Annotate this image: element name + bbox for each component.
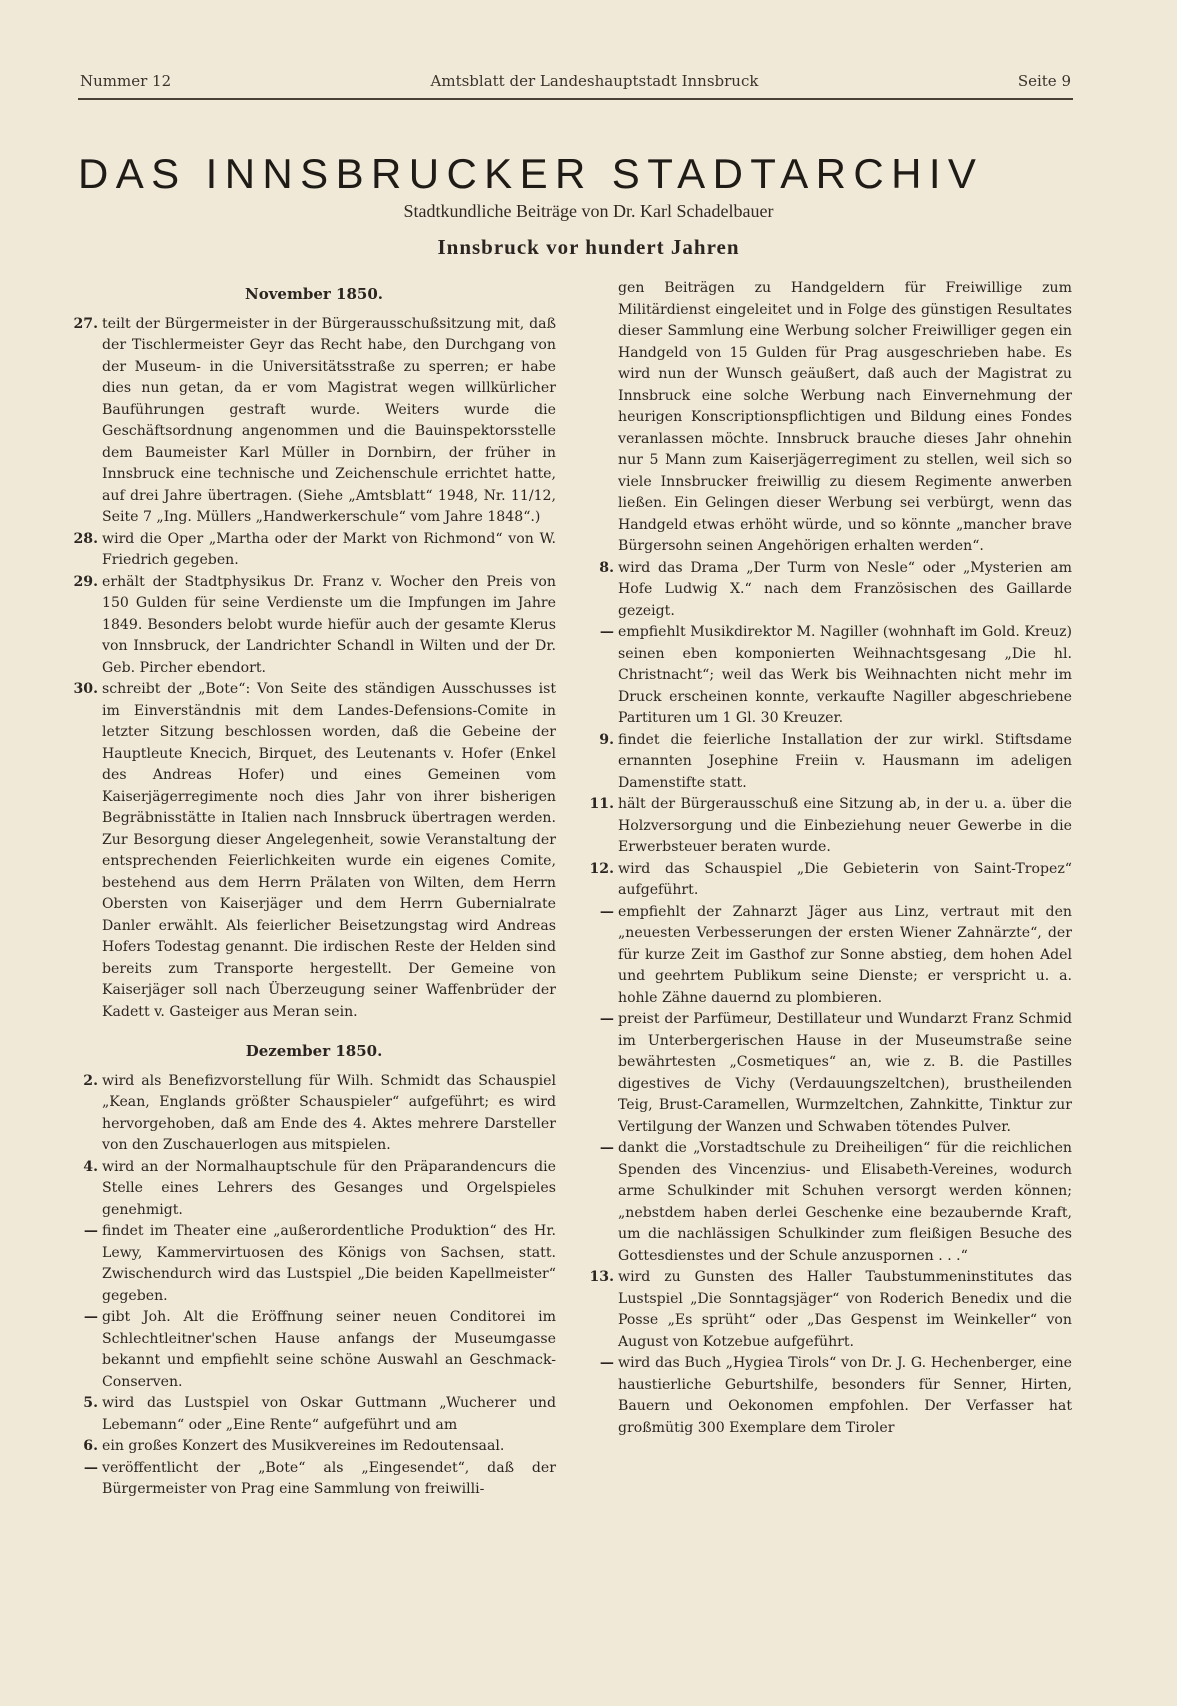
- chronicle-entry: [588, 1267, 1072, 1353]
- entry-text: gibt Joh. Alt die Eröffnung seiner neuen Conditorei im Schlechtleitner'schen Hause anfangs der Museumgasse bekannt und empfiehlt seine schöne Auswahl an Geschmack-Conserven.: [102, 1309, 556, 1390]
- chronicle-entry-continuation: [588, 278, 1072, 558]
- chronicle-entry: [588, 558, 1072, 623]
- entry-day: 6.: [83, 1438, 98, 1454]
- entry-text: dankt die „Vorstadtschule zu Dreiheiligen“ für die reichlichen Spenden des Vincenzius- und Elisabeth-Vereines, wodurch arme Schulkinder mit Schuhen versorgt werden können; „nebstdem haben derlei Geschenke eine bezaubernde Kraft, um die nachlässigen Schulkinder zum fleißigen Besuche des Gottesdienstes und der Schule anzuspornen . . .“: [618, 1140, 1072, 1264]
- chronicle-entry: [72, 1157, 556, 1222]
- entry-text: veröffentlicht der „Bote“ als „Eingesendet“, daß der Bürgermeister von Prag eine Sammlung von freiwilli-: [102, 1459, 556, 1497]
- masthead-subtitle: Stadtkundliche Beiträge von Dr. Karl Schadelbauer: [403, 201, 774, 221]
- entry-text: wird das Buch „Hygiea Tirols“ von Dr. J. G. Hechenberger, eine haustierliche Geburtshilfe, besonders für Senner, Hirten, Bauern und Oekonomen empfohlen. Der Verfasser hat großmütig 300 Exemplare dem Tiroler: [618, 1355, 1072, 1436]
- entry-text: wird an der Normalhauptschule für den Präparandencurs die Stelle eines Lehrers des Gesanges und Orgelspieles genehmigt.: [102, 1158, 556, 1218]
- entry-text: gen Beiträgen zu Handgeldern für Freiwillige zum Militärdienst eingeleitet und in Folge des günstigen Resultates dieser Sammlung eine Werbung solcher Freiwilliger gegen ein Handgeld von 15 Gulden für Prag ausgeschrieben habe. Es wird nun der Wunsch geäußert, daß auch der Magistrat zu Innsbruck eine solche Werbung nach Einvernehmung der heurigen Konscriptionspflichtigen und Bildung eines Fondes veranlassen möchte. Innsbruck brauche dieses Jahr ohnehin nur 5 Mann zum Kaiserjägerregiment zu stellen, weil sich so viele Innsbrucker freiwillig zu diesem Regimente anwerben ließen. Ein Gelingen dieser Werbung sei verbürgt, wenn das Handgeld etwas erhöht würde, und so könnte „mancher brave Bürgersohn seinen Angehörigen erhalten werden“.: [618, 280, 1072, 554]
- section-title: Innsbruck vor hundert Jahren: [437, 235, 740, 259]
- entry-dash: —: [83, 1459, 98, 1476]
- entry-day: 11.: [589, 796, 614, 812]
- running-head: [80, 72, 1071, 90]
- entry-text: findet im Theater eine „außerordentliche Produktion“ des Hr. Lewy, Kammervirtuosen des Königs von Sachsen, statt. Zwischendurch wird das Lustspiel „Die beiden Kapellmeister“ gegeben.: [102, 1223, 556, 1304]
- entry-dash: —: [599, 1011, 614, 1027]
- chronicle-entry: [72, 1458, 556, 1501]
- entry-text: wird das Schauspiel „Die Gebieterin von Saint-Tropez“ aufgeführt.: [618, 860, 1072, 898]
- entry-text: empfiehlt der Zahnarzt Jäger aus Linz, vertraut mit den „neuesten Verbesserungen der ersten Wiener Zahnärzte“, der für kurze Zeit im Gasthof zur Sonne abstieg, dem hohen Adel und geehrtem Publikum seine Dienste; er verspricht u. a. hohle Zähne dauernd zu plombieren.: [618, 903, 1072, 1006]
- entry-text: wird zu Gunsten des Haller Taubstummeninstitutes das Lustspiel „Die Sonntagsjäger“ von Roderich Benedix und die Posse „Es sprüht“ oder „Das Gespenst im Weinkeller“ von August von Kotzebue aufgeführt.: [618, 1269, 1072, 1350]
- page-number: Seite 9: [1017, 72, 1071, 90]
- entry-dash: —: [83, 1309, 98, 1325]
- entry-dash: —: [599, 624, 614, 640]
- entry-day: 13.: [589, 1269, 614, 1285]
- chronicle-entry: [72, 1436, 556, 1458]
- entry-text: hält der Bürgerausschuß eine Sitzung ab, in der u. a. über die Holzversorgung und die Einbeziehung neuer Gewerbe in die Erwerbsteuer beraten wurde.: [618, 796, 1072, 855]
- entry-day: 2.: [83, 1072, 98, 1089]
- entry-text: empfiehlt Musikdirektor M. Nagiller (wohnhaft im Gold. Kreuz) seinen eben komponierten Weihnachtsgesang „Die hl. Christnacht“; weil das Werk bis Weihnachten nicht mehr im Druck erscheinen konnte, verkaufte Nagiller abgeschriebene Partituren um 1 Gl. 30 Kreuzer.: [618, 624, 1072, 726]
- entry-dash: —: [83, 1223, 98, 1239]
- chronicle-entry: [588, 730, 1072, 795]
- chronicle-entry: [588, 622, 1072, 730]
- chronicle-entry: [72, 679, 556, 1023]
- entry-day: 5.: [83, 1395, 98, 1411]
- chronicle-entry: [588, 1138, 1072, 1267]
- entry-text: teilt der Bürgermeister in der Bürgerausschußsitzung mit, daß der Tischlermeister Geyr das Recht habe, den Durchgang von der Museum- in die Universitätsstraße zu sperren; er habe dies nun getan, da er vom Magistrat wegen willkürlicher Bauführungen gestraft wurde. Weiters wurde die Geschäftsordnung angenommen und die Bauinspektorsstelle dem Baumeister Karl Müller in Dornbirn, der früher in Innsbruck eine technische und Zeichenschule errichtet hatte, auf drei Jahre übertragen. (Siehe „Amtsblatt“ 1948, Nr. 11/12, Seite 7 „Ing. Müllers „Handwerkerschule“ vom Jahre 1848“.): [102, 315, 556, 525]
- chronicle-entry: [588, 859, 1072, 902]
- chronicle-entry: [588, 794, 1072, 859]
- chronicle-entry: [72, 1307, 556, 1393]
- issue-number: Nummer 12: [80, 72, 172, 90]
- chronicle-entry: [72, 314, 556, 529]
- entry-day: 30.: [73, 681, 98, 697]
- header-rule: [78, 98, 1073, 100]
- right-column: [588, 278, 1072, 1439]
- entry-text: wird das Drama „Der Turm von Nesle“ oder „Mysterien am Hofe Ludwig X.“ nach dem Französischen des Gaillarde gezeigt.: [618, 559, 1072, 619]
- entry-text: preist der Parfümeur, Destillateur und Wundarzt Franz Schmid im Unterbergerischen Hause in der Museumstraße seine bewährtesten „Cosmetiques“ an, wie z. B. die Pastilles digestives de Vichy (Verdauungszeltchen), brustheilenden Teig, Brust-Caramellen, Wurmzeltchen, Zahnkitte, Tinktur zur Vertilgung der Wanzen und Schwaben tötendes Pulver.: [618, 1011, 1072, 1135]
- month-heading-december: Dezember 1850.: [245, 1042, 383, 1060]
- entry-day: 27.: [73, 315, 98, 332]
- entry-day: 4.: [83, 1158, 98, 1175]
- entry-dash: —: [599, 1140, 614, 1156]
- entry-dash: —: [599, 903, 614, 920]
- month-heading-november: November 1850.: [245, 285, 383, 303]
- entry-day: 28.: [73, 530, 98, 547]
- entry-day: 29.: [73, 573, 98, 590]
- entry-day: 8.: [599, 559, 614, 576]
- left-column: [72, 278, 556, 1501]
- entry-day: 12.: [589, 860, 614, 877]
- entry-text: ein großes Konzert des Musikvereines im Redoutensaal.: [102, 1438, 505, 1454]
- chronicle-entry: [72, 1071, 556, 1157]
- publication-name: Amtsblatt der Landeshauptstadt Innsbruck: [430, 72, 759, 90]
- entry-text: schreibt der „Bote“: Von Seite des ständigen Ausschusses ist im Einverständnis mit dem Landes-Defensions-Comite in letzter Sitzung beschlossen worden, daß die Gebeine der Hauptleute Knecich, Birquet, des Leutenants v. Hofer (Enkel des Andreas Hofer) und eines Gemeinen vom Kaiserjägerregimente noch dies Jahr von ihrer bisherigen Begräbnisstätte in Italien nach Innsbruck übertragen werden. Zur Besorgung dieser Angelegenheit, sowie Veranstaltung der entsprechenden Feierlichkeiten wurde ein eigenes Comite, bestehend aus dem Herrn Prälaten von Wilten, dem Herrn Obersten von Kaiserjäger und dem Herrn Gubernialrate Danler erwählt. Als feierlicher Beisetzungstag wird Andreas Hofers Todestag genannt. Die irdischen Reste der Helden sind bereits zum Transporte hergestellt. Der Gemeine von Kaiserjäger soll nach Überzeugung seiner Waffenbrüder der Kadett v. Gasteiger aus Meran sein.: [102, 681, 556, 1020]
- chronicle-entry: [72, 572, 556, 680]
- entry-dash: —: [599, 1355, 614, 1371]
- chronicle-entry: [72, 1393, 556, 1436]
- entry-text: wird das Lustspiel von Oskar Guttmann „Wucherer und Lebemann“ oder „Eine Rente“ aufgeführt und am: [102, 1395, 556, 1433]
- chronicle-entry: [588, 1009, 1072, 1138]
- chronicle-entry: [72, 1221, 556, 1307]
- chronicle-entry: [588, 1353, 1072, 1439]
- entry-text: wird die Oper „Martha oder der Markt von Richmond“ von W. Friedrich gegeben.: [102, 530, 556, 568]
- entry-day: 9.: [599, 731, 614, 748]
- entry-text: findet die feierliche Installation der zur wirkl. Stiftsdame ernannten Josephine Freiin v. Hausmann im adeligen Damenstifte statt.: [618, 731, 1072, 791]
- chronicle-entry: [588, 902, 1072, 1010]
- chronicle-entry: [72, 529, 556, 572]
- entry-text: erhält der Stadtphysikus Dr. Franz v. Wocher den Preis von 150 Gulden für seine Verdienste um die Impfungen im Jahre 1849. Besonders belobt wurde hiefür auch der gesamte Klerus von Innsbruck, der Landrichter Schandl in Wilten und der Dr. Geb. Pircher ebendort.: [102, 573, 556, 676]
- masthead-title: DAS INNSBRUCKER STADTARCHIV: [78, 150, 984, 197]
- entry-text: wird als Benefizvorstellung für Wilh. Schmidt das Schauspiel „Kean, Englands größter Schauspieler“ aufgeführt; es wird hervorgehoben, daß am Ende des 4. Aktes mehrere Darsteller von den Zuschauerlogen aus mitspielen.: [102, 1072, 556, 1153]
